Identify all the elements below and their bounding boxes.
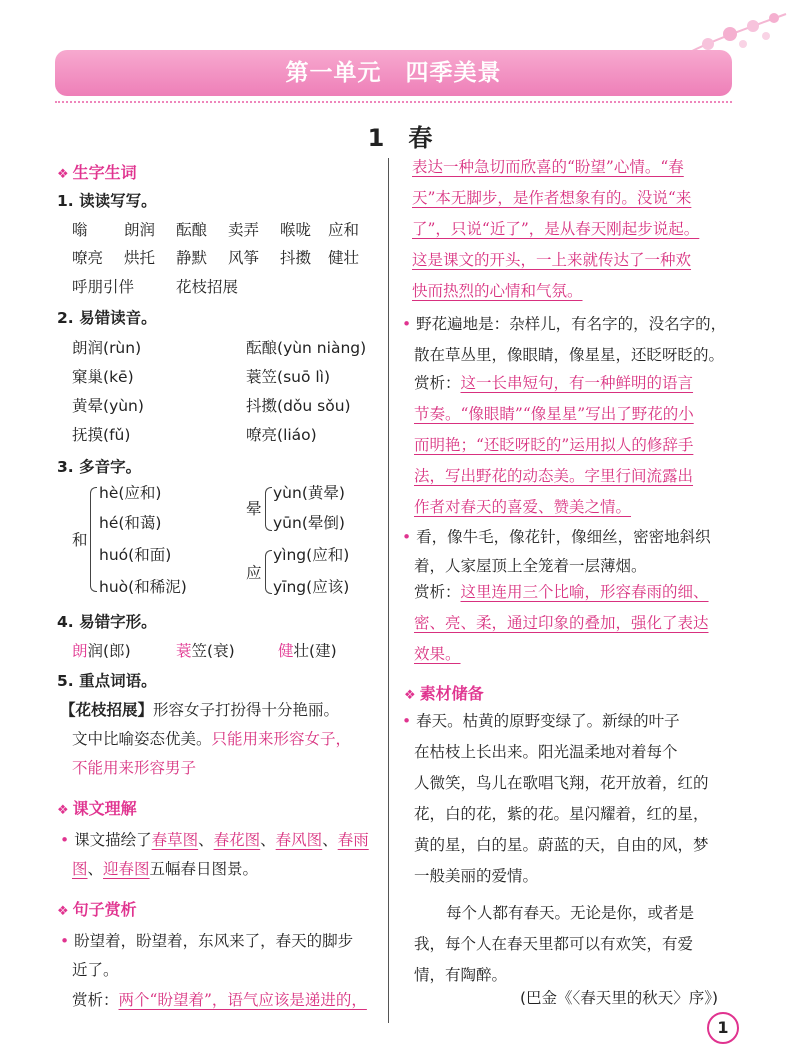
sentence-line: 近了。 <box>72 961 119 979</box>
keyword-line: 文中比喻姿态优美。只能用来形容女子， <box>72 730 352 748</box>
polyphone-yun: 晕 <box>246 500 262 518</box>
bullet-icon: • <box>402 528 412 546</box>
sentence-line: • 野花遍地是：杂样儿，有名字的，没名字的， <box>402 315 727 333</box>
unit-banner: 第一单元 四季美景 <box>55 50 732 96</box>
reading-item: 抖擞(dǒu sǒu) <box>246 397 351 415</box>
reading-item: 酝酿(yùn niàng) <box>246 339 367 357</box>
he-item: huó(和面) <box>99 546 172 564</box>
brace <box>90 487 97 592</box>
analysis-block: 赏析：这里连用三个比喻，形容春雨的细、 密、亮、柔，通过印象的叠加，强化了表达 效果。 <box>414 583 709 663</box>
section-sentence: ❖ 句子赏析 <box>57 900 137 919</box>
sentence-line: • 盼望着，盼望着，东风来了，春天的脚步 <box>60 932 354 950</box>
he-item: hé(和蔼) <box>99 514 162 532</box>
diamond-icon: ❖ <box>57 167 69 182</box>
keyword-note: 不能用来形容男子 <box>72 759 197 777</box>
reading-item: 朗润(rùn) <box>72 339 142 357</box>
material-paragraph: • 春天。枯黄的原野变绿了。新绿的叶子 在枯枝上长出来。阳光温柔地对着每个 人微笑，鸟儿在歌唱飞翔，花开放着，红的 花，白的花，紫的花。星闪耀着，红的星， 黄的星，白的星。蔚蓝的天，自由的风，梦 一般美丽的爱情。 每个人都有春天。无论是你，或者是 我，每个人在春天里都可以有欢笑，有爱 情，有陶醉。 <box>402 712 709 984</box>
section-vocab: ❖ 生字生词 <box>57 163 137 182</box>
shape-item: 健壮(建) <box>278 642 337 660</box>
brace <box>265 487 272 531</box>
diamond-icon: ❖ <box>57 904 69 919</box>
bullet-icon: • <box>402 712 412 730</box>
ying-item: yīng(应该) <box>273 578 350 596</box>
he-item: huò(和稀泥) <box>99 578 187 596</box>
q3-label: 3. 多音字。 <box>57 458 142 476</box>
analysis-line: 赏析：两个“盼望着”，语气应该是递进的， <box>72 991 367 1009</box>
keyword-line: 【花枝招展】形容女子打扮得十分艳丽。 <box>60 701 340 719</box>
ying-item: yìng(应和) <box>273 546 350 564</box>
banner-divider <box>55 101 732 103</box>
polyphone-he: 和 <box>72 531 88 549</box>
shape-item: 朗润(郎) <box>72 642 131 660</box>
lesson-title: 1 春 <box>367 124 433 152</box>
analysis-continued: 表达一种急切而欣喜的“盼望”心情。“春 天”本无脚步，是作者想象有的。没说“来 了”，只说“近了”，是从春天刚起步说起。 这是课文的开头，一上来就传达了一种欢 快而热烈的心情和气氛。 <box>412 158 700 300</box>
q1-label: 1. 读读写写。 <box>57 192 157 210</box>
material-source: (巴金《〈春天里的秋天〉序》) <box>520 989 719 1007</box>
text-line: • 课文描绘了春草图、春花图、春风图、春雨 <box>60 831 369 849</box>
q2-label: 2. 易错读音。 <box>57 309 157 327</box>
sentence-line: • 看，像牛毛，像花针，像细丝，密密地斜织 <box>402 528 711 546</box>
section-text: ❖ 课文理解 <box>57 799 137 818</box>
analysis-block: 赏析：这一长串短句，有一种鲜明的语言 节奏。“像眼睛”“像星星”写出了野花的小 而明艳；“还眨呀眨的”运用拟人的修辞手 法，写出野花的动态美。字里行间流露出 作者对春天的喜爱、赞美之情。 <box>414 374 694 516</box>
bullet-icon: • <box>60 831 70 849</box>
polyphone-ying: 应 <box>246 564 262 582</box>
reading-item: 抚摸(fǔ) <box>72 426 131 444</box>
section-material: ❖ 素材储备 <box>404 684 484 703</box>
reading-item: 窠巢(kē) <box>72 368 134 386</box>
column-divider <box>388 158 389 1023</box>
shape-item: 蓑笠(衰) <box>176 642 235 660</box>
sentence-line: 散在草丛里，像眼睛，像星星，还眨呀眨的。 <box>414 346 725 364</box>
yun-item: yūn(晕倒) <box>273 514 345 532</box>
q4-label: 4. 易错字形。 <box>57 613 157 631</box>
page-number: 1 <box>707 1012 739 1044</box>
reading-item: 嘹亮(liáo) <box>246 426 317 444</box>
brace <box>265 550 272 594</box>
text-line: 图、迎春图五幅春日图景。 <box>72 860 259 878</box>
sentence-line: 着，人家屋顶上全笼着一层薄烟。 <box>414 557 647 575</box>
yun-item: yùn(黄晕) <box>273 484 345 502</box>
bullet-icon: • <box>60 932 70 950</box>
diamond-icon: ❖ <box>404 688 416 703</box>
bullet-icon: • <box>402 315 412 333</box>
reading-item: 黄晕(yùn) <box>72 397 144 415</box>
he-item: hè(应和) <box>99 484 162 502</box>
diamond-icon: ❖ <box>57 803 69 818</box>
reading-item: 蓑笠(suō lì) <box>246 368 331 386</box>
q5-label: 5. 重点词语。 <box>57 672 157 690</box>
